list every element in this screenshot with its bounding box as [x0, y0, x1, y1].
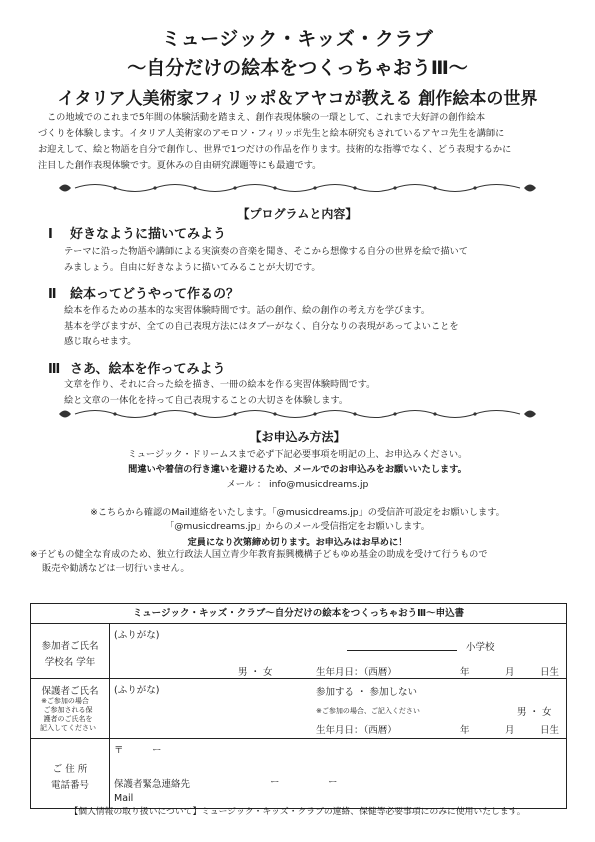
- funding-note-line: ※子どもの健全な育成のため、独立行政法人国立青少年教育振興機構子どもゆめ基金の助成を受けて行うもので: [30, 549, 488, 560]
- title-event-name: 〜自分だけの絵本をつくっちゃおうⅢ〜: [127, 57, 468, 79]
- guardian-note-line: ※ご参加の場合: [41, 697, 89, 705]
- program-item-number: Ⅱ: [48, 287, 57, 302]
- participant-name-label: 参加者ご氏名: [41, 641, 99, 652]
- program-heading: 【プログラムと内容】: [237, 207, 358, 221]
- birth-month-unit: 月: [505, 667, 515, 678]
- guardian-field[interactable]: [110, 679, 567, 739]
- apply-instruction: ミュージック・ドリームスまで必ず下記必要事項を明記の上、お申込みください。: [127, 449, 468, 460]
- deadline-note: 定員になり次第締め切ります。お申込みはお早めに！: [187, 537, 408, 548]
- address-label: ご 住 所: [52, 764, 88, 775]
- participant-label-cell: [31, 624, 110, 679]
- emergency-contact-label: 保護者緊急連絡先: [114, 779, 191, 790]
- title-club-name: ミュージック・キッズ・クラブ: [161, 28, 434, 50]
- guardian-birth-day-unit: 日生: [540, 725, 560, 736]
- program-item-title-text: 絵本ってどうやって作るの？: [70, 287, 240, 302]
- program-item-line: 感じ取らせます。: [64, 336, 137, 347]
- intro-line: この地域でのこれまで5年間の体験活動を踏まえ、創作表現体験の一環として、これまで大好評の創作絵本: [47, 112, 486, 123]
- guardian-note-line: 護者のご氏名を: [43, 715, 93, 723]
- program-item-title-text: さあ、絵本を作ってみよう: [70, 362, 226, 377]
- program-item-number: Ⅰ: [48, 227, 53, 242]
- guardian-note-line: ご参加される保: [43, 706, 93, 714]
- privacy-footer: 【個人情報の取り扱いについて】ミュージック・キッズ・クラブの連絡、保健等必要事項にのみに使用いたします。: [69, 807, 526, 817]
- program-item-1-body: [64, 244, 564, 275]
- program-item-line: テーマに沿った物語や講師による実演奏の音楽を聞き、そこから想像する自分の世界を絵で描いて: [64, 246, 468, 257]
- apply-email-request: 間違いや着信の行き違いを避けるため、メールでのお申込みをお願いいたします。: [128, 464, 467, 475]
- birthdate-label: 生年月日：（西暦）: [316, 667, 397, 678]
- program-item-2-title: [48, 283, 239, 302]
- guardian-birth-month-unit: 月: [505, 725, 515, 736]
- phone-dash: ー: [328, 777, 338, 788]
- address-field[interactable]: [110, 739, 567, 809]
- guardian-label-cell: [31, 679, 110, 739]
- program-item-3-body: [64, 377, 564, 408]
- attend-note: ※ご参加の場合、ご記入ください: [316, 707, 420, 715]
- birth-year-unit: 年: [460, 667, 470, 678]
- intro-line: 注目した創作表現体験です。夏休みの自由研究課題等にも最適です。: [38, 160, 322, 171]
- school-suffix: 小学校: [466, 642, 495, 653]
- intro-line: お迎えして、絵と物語を自分で創作し、世界で1つだけの作品を作ります。技術的な指導でなく、どう表現するかに: [38, 144, 512, 155]
- program-item-line: みましょう。自由に好きなように描いてみることが大切です。: [64, 261, 321, 273]
- funding-note: [30, 548, 550, 576]
- guardian-gender-choice[interactable]: 男 ・ 女: [517, 707, 552, 718]
- guardian-name-label: 保護者ご氏名: [41, 686, 99, 697]
- furigana-label: (ふりがな): [114, 685, 160, 696]
- guardian-birthdate-label: 生年月日：（西暦）: [316, 725, 397, 736]
- form-title: ミュージック・キッズ・クラブ〜自分だけの絵本をつくっちゃおうⅢ〜申込書: [31, 604, 567, 624]
- participant-field[interactable]: [110, 624, 567, 679]
- ornament-divider: [55, 407, 540, 421]
- school-grade-label: 学校名 学年: [44, 657, 96, 668]
- funding-note-line: 販売や勧誘などは一切行いません。: [42, 563, 190, 574]
- guardian-note-line: 記入してください: [40, 724, 96, 732]
- address-label-cell: [31, 739, 110, 809]
- birth-day-unit: 日生: [540, 667, 560, 678]
- postal-code-field[interactable]: 〒 ー: [114, 745, 162, 756]
- apply-heading: 【お申込み方法】: [249, 430, 346, 444]
- attend-choice[interactable]: 参加する ・ 参加しない: [316, 687, 418, 698]
- intro-paragraph: [38, 110, 568, 174]
- mail-label: Mail: [114, 793, 134, 804]
- ornament-divider: [55, 181, 540, 195]
- program-item-title-text: 好きなように描いてみよう: [70, 227, 227, 242]
- program-item-2-body: [64, 303, 564, 350]
- mail-confirm-note: ※こちらから確認のMail連絡をいたします。「@musicdreams.jp」の受信許可設定をお願いします。: [90, 507, 505, 518]
- program-item-1-title: [48, 223, 226, 242]
- gender-choice[interactable]: 男 ・ 女: [238, 667, 273, 678]
- apply-email-address[interactable]: メール ： info@musicdreams.jp: [226, 479, 369, 490]
- program-item-number: Ⅲ: [48, 362, 61, 377]
- mail-filter-note: 「@musicdreams.jp」からのメール受信指定をお願いします。: [165, 521, 430, 532]
- phone-label: 電話番号: [50, 780, 89, 791]
- program-item-line: 文章を作り、それに合った絵を描き、一冊の絵本を作る実習体験時間です。: [64, 379, 376, 390]
- school-name-line[interactable]: [347, 650, 457, 651]
- program-item-line: 絵本を作るための基本的な実習体験時間です。話の創作、絵の創作の考え方を学びます。: [64, 305, 431, 316]
- title-subtitle: イタリア人美術家フィリッポ＆アヤコが教える 創作絵本の世界: [57, 89, 538, 109]
- guardian-birth-year-unit: 年: [460, 725, 470, 736]
- program-item-line: 基本を学びますが、全ての自己表現方法にはタブーがなく、自分なりの表現があってよいことを: [64, 320, 459, 332]
- program-item-line: 絵と文章の一体化を持って自己表現することの大切さを体験します。: [64, 394, 349, 406]
- furigana-label: (ふりがな): [114, 630, 160, 641]
- program-item-3-title: [48, 358, 225, 377]
- application-form: [30, 603, 567, 809]
- guardian-note: [34, 697, 96, 733]
- intro-line: づくりを体験します。イタリア人美術家のアモロソ・フィリッポ先生と絵本研究もされているアヤコ先生を講師に: [38, 128, 505, 139]
- phone-dash: ー: [270, 777, 280, 788]
